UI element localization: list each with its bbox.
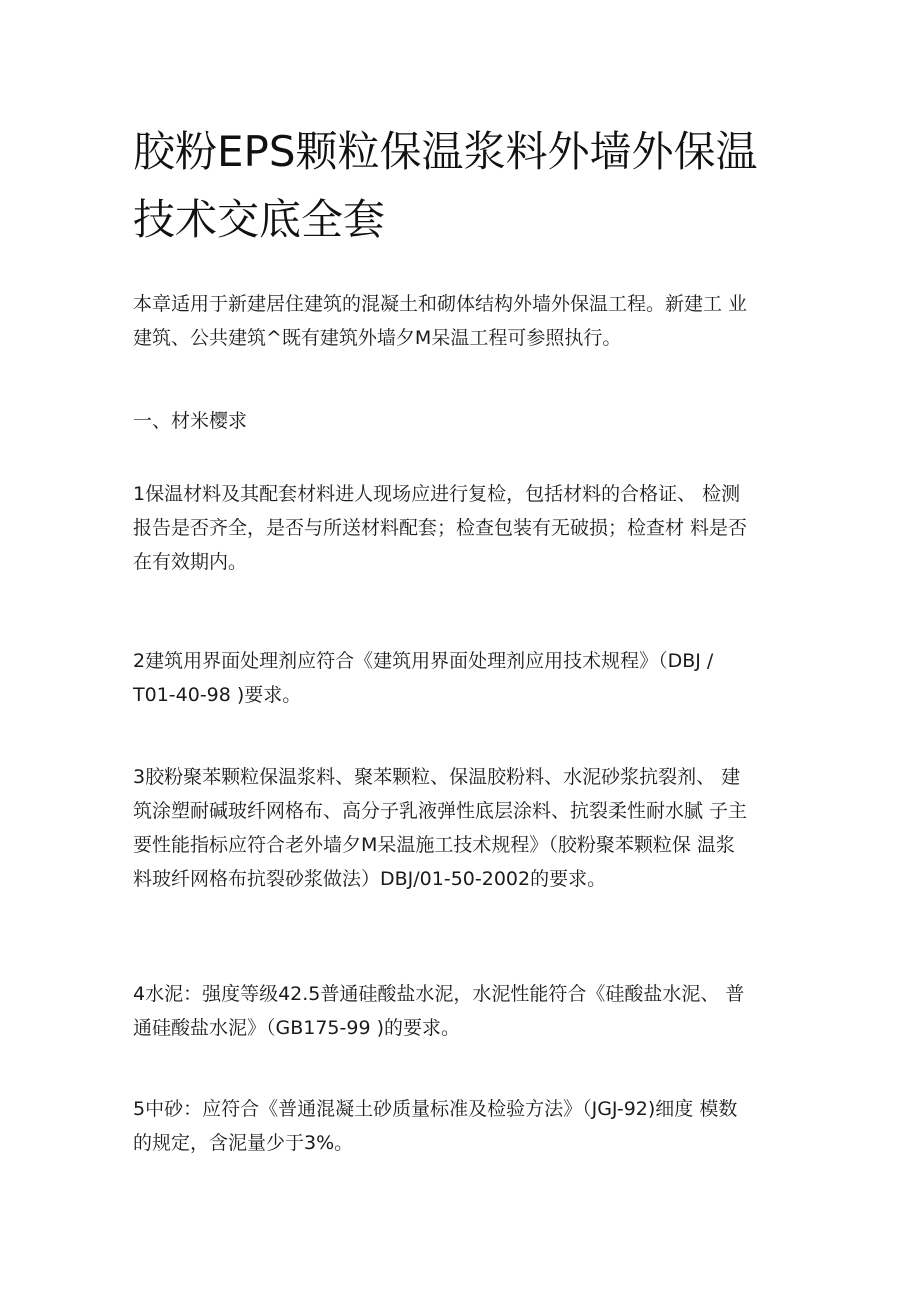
item-2-line-2: T01-40-98 )要求。	[133, 684, 302, 706]
item-3-line-1: 3胶粉聚苯颗粒保温浆料、聚苯颗粒、保温胶粉料、水泥砂浆抗裂剂、 建	[133, 766, 741, 788]
item-3-paragraph	[133, 760, 795, 896]
item-5-paragraph	[133, 1092, 795, 1160]
item-2-paragraph	[133, 644, 795, 712]
document-title	[133, 118, 793, 254]
item-2-line-1: 2建筑用界面处理剂应符合《建筑用界面处理剂应用技术规程》（DBJ /	[133, 650, 714, 672]
item-5-line-2: 的规定，含泥量少于3%。	[133, 1132, 354, 1154]
item-1-paragraph	[133, 477, 795, 579]
item-3-line-2: 筑涂塑耐碱玻纤网格布、高分子乳液弹性底层涂料、抗裂柔性耐水腻 子主	[133, 800, 748, 822]
item-1-line-3: 在有效期内。	[133, 551, 248, 573]
item-4-line-1: 4水泥：强度等级42.5普通硅酸盐水泥，水泥性能符合《硅酸盐水泥、 普	[133, 983, 745, 1005]
item-3-line-4: 料玻纤网格布抗裂砂浆做法）DBJ/01-50-2002的要求。	[133, 868, 607, 890]
item-1-line-1: 1保温材料及其配套材料进人现场应进行复检，包括材料的合格证、 检测	[133, 483, 741, 505]
item-3-line-3: 要性能指标应符合老外墙夕M呆温施工技术规程》（胶粉聚苯颗粒保 温浆	[133, 834, 735, 856]
item-4-paragraph	[133, 977, 795, 1045]
title-line-2: 技术交底全套	[133, 195, 386, 244]
title-line-1: 胶粉EPS颗粒保温浆料外墙外保温	[133, 127, 758, 176]
item-5-line-1: 5中砂：应符合《普通混凝土砂质量标准及检验方法》（JGJ-92)细度 模数	[133, 1098, 738, 1120]
item-4-line-2: 通硅酸盐水泥》（GB175-99 )的要求。	[133, 1017, 461, 1039]
section-heading-materials: 一、材米樱求	[133, 410, 248, 432]
intro-paragraph	[133, 287, 795, 355]
intro-line-2: 建筑、公共建筑^既有建筑外墙夕M呆温工程可参照执行。	[133, 327, 622, 349]
item-1-line-2: 报告是否齐全，是否与所送材料配套；检查包装有无破损；检查材 料是否	[133, 517, 748, 539]
intro-line-1: 本章适用于新建居住建筑的混凝土和砌体结构外墙外保温工程。新建工 业	[133, 293, 748, 315]
